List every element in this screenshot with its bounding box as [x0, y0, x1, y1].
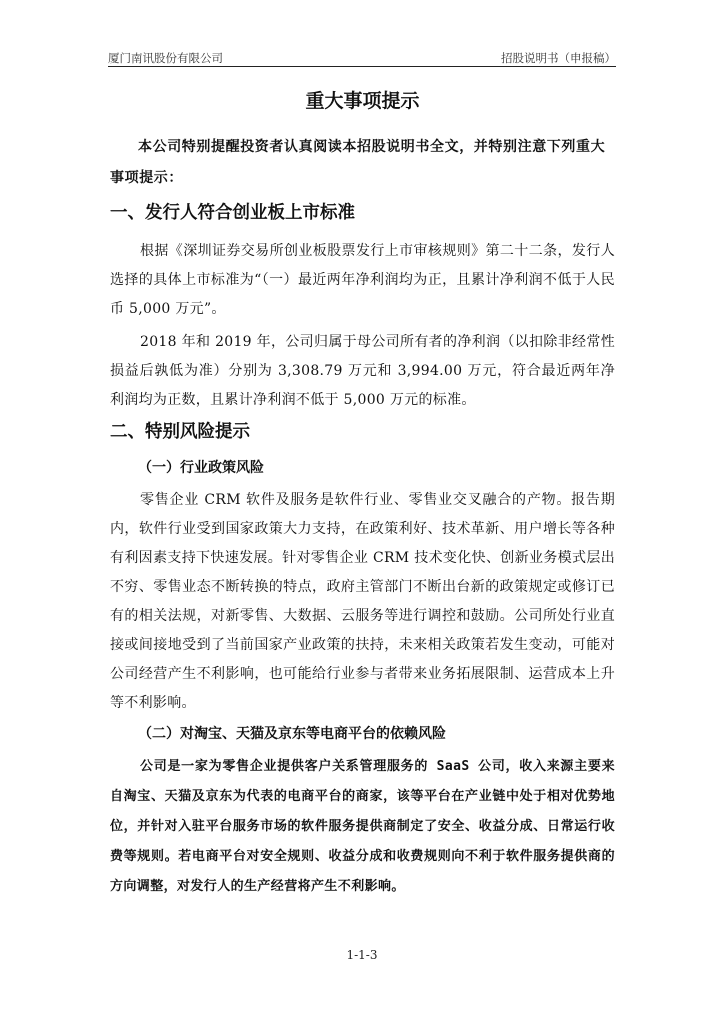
document-body: [110, 88, 615, 906]
paragraph-listing-rule: 根据《深圳证券交易所创业板股票发行上市审核规则》第二十二条，发行人选择的具体上市标准为“（一）最近两年净利润均为正，且累计净利润不低于人民币 5,000 万元”。: [110, 243, 615, 317]
section-heading-listing-standard: 一、发行人符合创业板上市标准: [110, 203, 355, 223]
header-document-type: 招股说明书（申报稿）: [501, 51, 616, 65]
page-number: 1-1-3: [346, 948, 378, 962]
intro-paragraph: 本公司特别提醒投资者认真阅读本招股说明书全文，并特别注意下列重大事项提示：: [110, 139, 606, 186]
subsection-heading-platform-dependency-risk: （二）对淘宝、天猫及京东等电商平台的依赖风险: [138, 726, 446, 742]
header-company-name: 厦门南讯股份有限公司: [108, 51, 223, 65]
page-header: [108, 50, 616, 67]
paragraph-net-profit: 2018 年和 2019 年，公司归属于母公司所有者的净利润（以扣除非经常性损益后孰低为准）分别为 3,308.79 万元和 3,994.00 万元，符合最近两年净利润均为正数，且累计净利润不低于 5,000 万元的标准。: [110, 334, 615, 408]
page-title: 重大事项提示: [305, 90, 420, 112]
section-heading-risk-warning: 二、特别风险提示: [110, 422, 250, 442]
paragraph-platform-dependency-risk: 公司是一家为零售企业提供客户关系管理服务的 SaaS 公司，收入来源主要来自淘宝、天猫及京东为代表的电商平台的商家，该等平台在产业链中处于相对优势地位，并针对入驻平台服务市场的软件服务提供商制定了安全、收益分成、日常运行收费等规则。若电商平台对安全规则、收益分成和收费规则向不利于软件服务提供商的方向调整，对发行人的生产经营将产生不利影响。: [110, 759, 615, 894]
subsection-heading-policy-risk: （一）行业政策风险: [138, 460, 264, 476]
paragraph-policy-risk: 零售企业 CRM 软件及服务是软件行业、零售业交叉融合的产物。报告期内，软件行业受到国家政策大力支持，在政策利好、技术革新、用户增长等各种有利因素支持下快速发展。针对零售企业 CRM 技术变化快、创新业务模式层出不穷、零售业态不断转换的特点，政府主管部门不断出台新的政策规定或修订已有的相关法规，对新零售、大数据、云服务等进行调控和鼓励。公司所处行业直接或间接地受到了当前国家产业政策的扶持，未来相关政策若发生变动，可能对公司经营产生不利影响，也可能给行业参与者带来业务拓展限制、运营成本上升等不利影响。: [110, 492, 615, 711]
